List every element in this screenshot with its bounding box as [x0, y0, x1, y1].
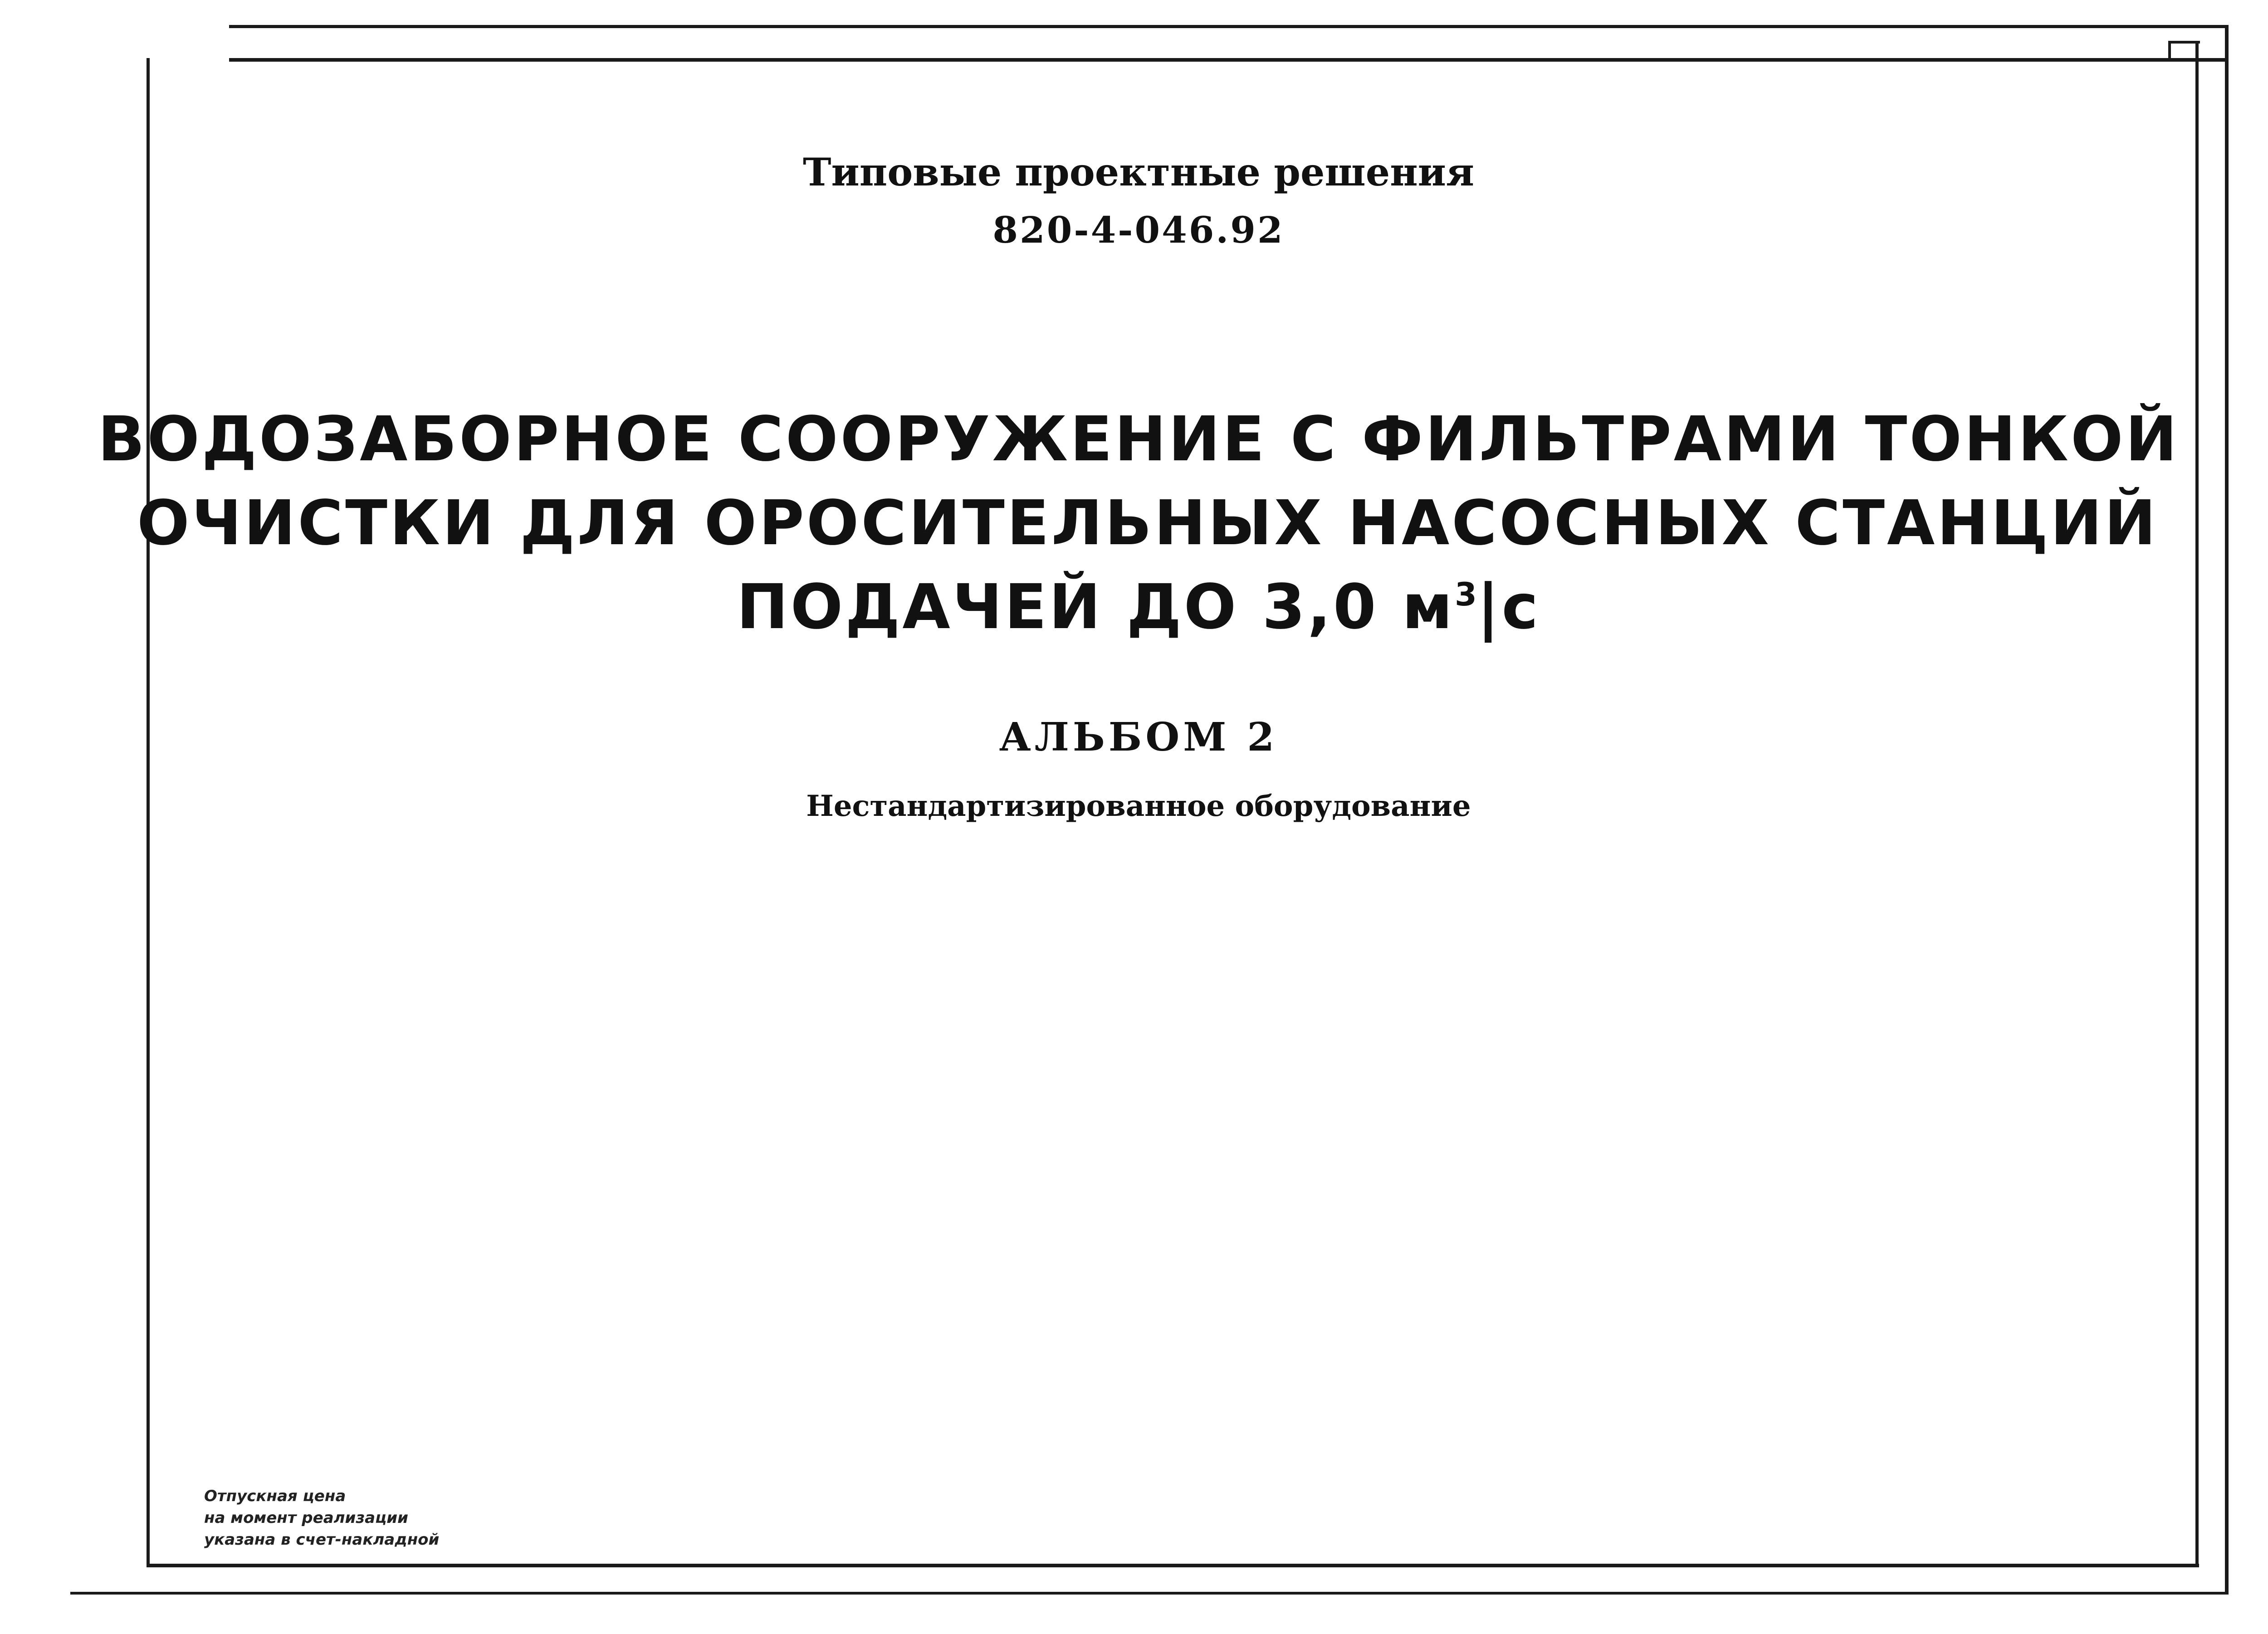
price-note-line-1: Отпускная цена: [204, 1487, 346, 1505]
price-note: [204, 1485, 439, 1551]
title-line-1: ВОДОЗАБОРНОЕ СООРУЖЕНИЕ С ФИЛЬТРАМИ ТОНКОЙ: [98, 404, 2180, 475]
title-line-3-tail: |с: [1476, 571, 1541, 643]
title-line-3-main: ПОДАЧЕЙ ДО 3,0 м: [736, 571, 1455, 643]
frame-top-outer-line: [229, 25, 2227, 28]
series-code: 820-4-046.92: [992, 209, 1285, 251]
price-note-line-2: на момент реализации: [204, 1509, 408, 1527]
title-line-3: [0, 571, 2268, 643]
price-note-line-3: указана в счет-накладной: [204, 1531, 440, 1549]
frame-bottom-outer-line: [70, 1592, 2229, 1595]
series-name: Типовые проектные решения: [802, 150, 1475, 195]
frame-top-inner-line: [229, 58, 2227, 62]
album-label: АЛЬБОМ 2: [999, 714, 1278, 760]
title-line-2: ОЧИСТКИ ДЛЯ ОРОСИТЕЛЬНЫХ НАСОСНЫХ СТАНЦИЙ: [137, 488, 2158, 559]
unit-superscript: 3: [1455, 576, 1477, 613]
frame-bottom-inner-line: [147, 1564, 2199, 1567]
frame-corner-tab-side: [2168, 41, 2171, 61]
album-description: Нестандартизированное оборудование: [806, 789, 1471, 823]
frame-corner-tab-top: [2168, 41, 2200, 44]
